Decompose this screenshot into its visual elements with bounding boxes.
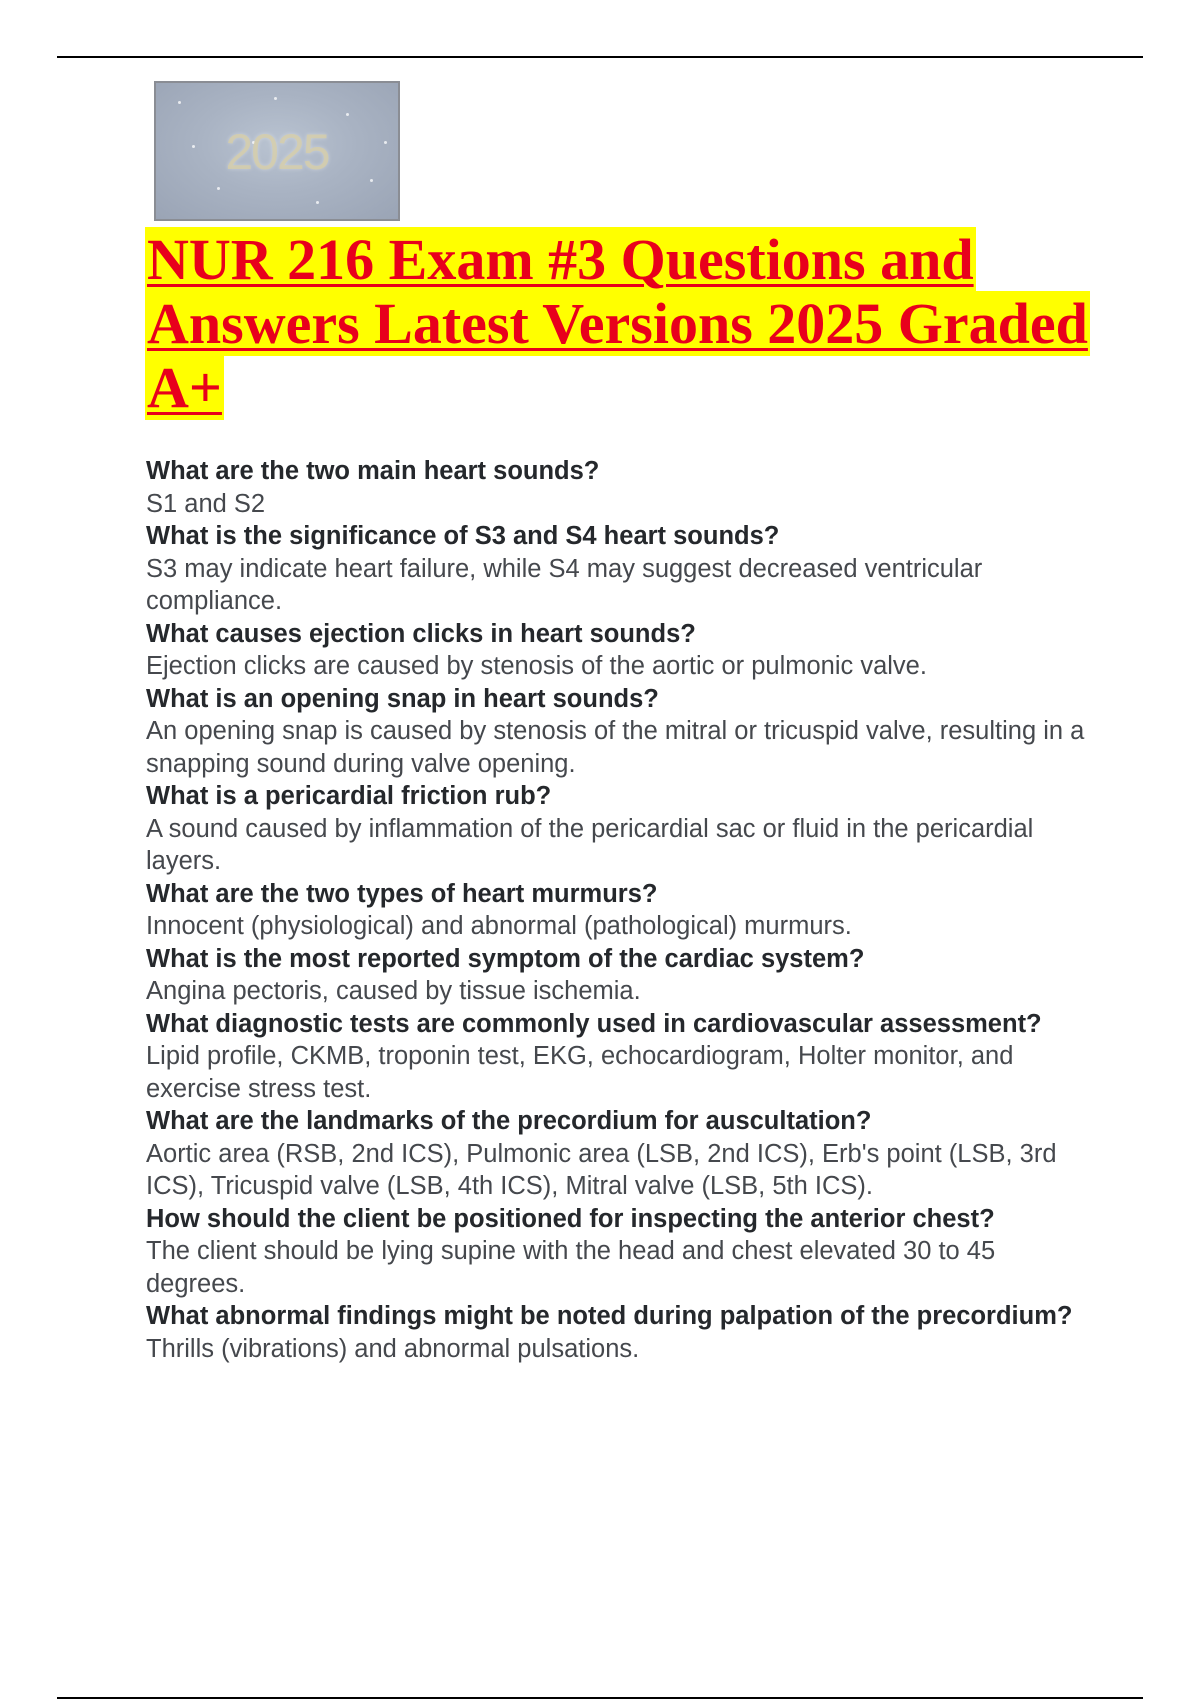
- answer-11: Thrills (vibrations) and abnormal pulsations.: [146, 1334, 640, 1363]
- question-5: What is a pericardial friction rub?: [146, 782, 552, 810]
- question-4: What is an opening snap in heart sounds?: [146, 684, 659, 713]
- question-1: What are the two main heart sounds?: [146, 457, 600, 485]
- question-8: What diagnostic tests are commonly used in cardiovascular assessment?: [146, 1009, 1042, 1038]
- answer-2: S3 may indicate heart failure, while S4 may suggest decreased ventricular compliance.: [146, 554, 983, 615]
- answer-8: Lipid profile, CKMB, troponin test, EKG, echocardiogram, Holter monitor, and exercise stress test.: [146, 1042, 1014, 1103]
- question-3: What causes ejection clicks in heart sounds?: [146, 619, 696, 648]
- answer-10: The client should be lying supine with the head and chest elevated 30 to 45 degrees.: [146, 1237, 996, 1298]
- answer-7: Angina pectoris, caused by tissue ischemia.: [146, 977, 641, 1005]
- cover-image: [154, 81, 400, 221]
- question-7: What is the most reported symptom of the cardiac system?: [146, 944, 865, 973]
- document-title-text: NUR 216 Exam #3 Questions and Answers Latest Versions 2025 Graded A+: [147, 227, 1088, 420]
- header-rule: [57, 56, 1143, 58]
- answer-6: Innocent (physiological) and abnormal (pathological) murmurs.: [146, 912, 852, 940]
- answer-9: Aortic area (RSB, 2nd ICS), Pulmonic area (LSB, 2nd ICS), Erb's point (LSB, 3rd ICS), Tricuspid valve (LSB, 4th ICS), Mitral valve (LSB, 5th ICS).: [146, 1139, 1057, 1200]
- document-title: [145, 228, 1145, 420]
- question-9: What are the landmarks of the precordium for auscultation?: [146, 1107, 872, 1135]
- qa-list: [146, 455, 1096, 1365]
- answer-3: Ejection clicks are caused by stenosis of the aortic or pulmonic valve.: [146, 652, 927, 680]
- question-2: What is the significance of S3 and S4 heart sounds?: [146, 522, 780, 550]
- answer-5: A sound caused by inflammation of the pericardial sac or fluid in the pericardial layers.: [146, 814, 1034, 875]
- answer-4: An opening snap is caused by stenosis of the mitral or tricuspid valve, resulting in a snapping sound during valve opening.: [146, 717, 1085, 778]
- answer-1: S1 and S2: [146, 489, 266, 518]
- question-10: How should the client be positioned for inspecting the anterior chest?: [146, 1204, 995, 1233]
- question-11: What abnormal findings might be noted during palpation of the precordium?: [146, 1302, 1073, 1330]
- cover-image-year: 2025: [225, 124, 329, 180]
- footer-rule: [57, 1697, 1143, 1699]
- question-6: What are the two types of heart murmurs?: [146, 879, 658, 908]
